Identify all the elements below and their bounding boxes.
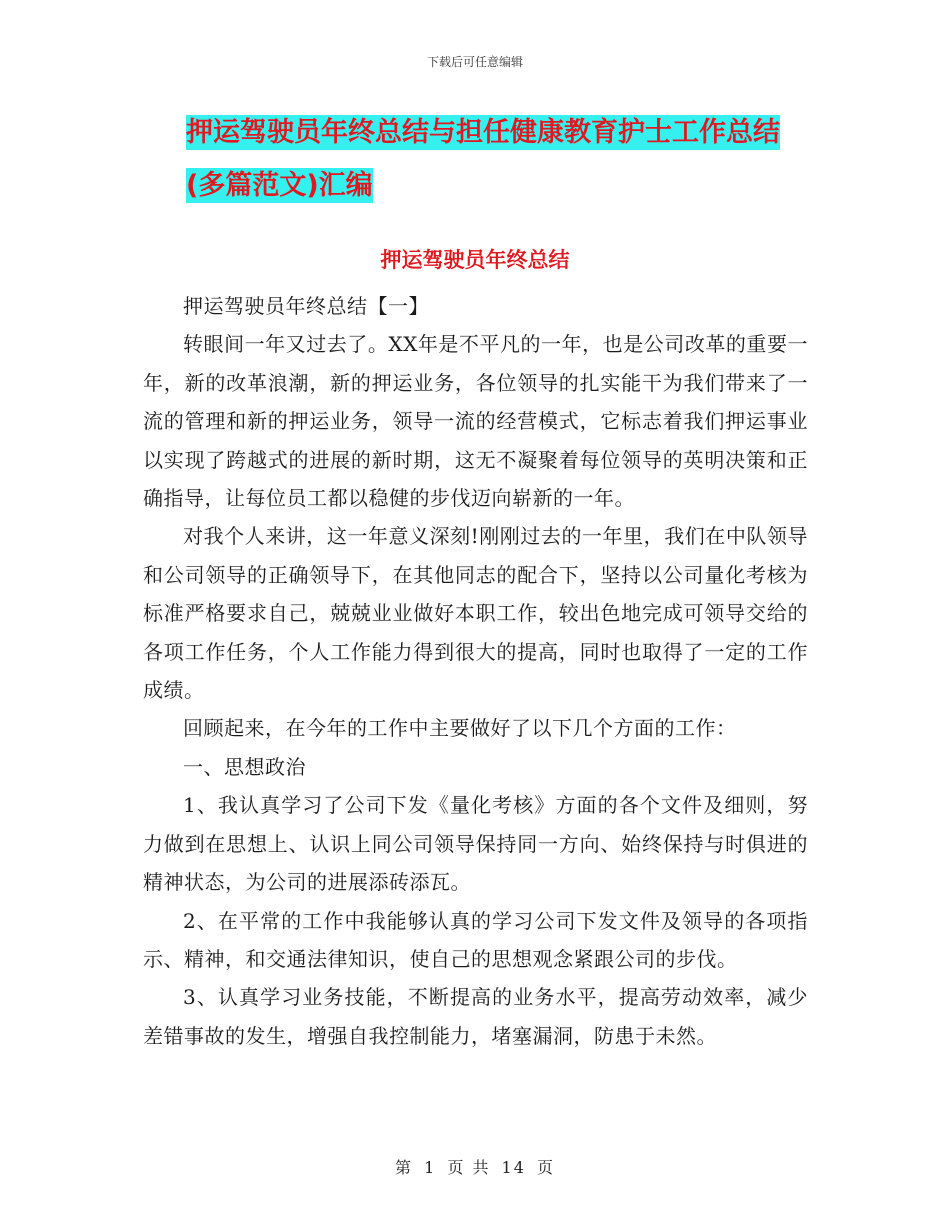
page-prefix: 第 bbox=[394, 1158, 413, 1177]
page-footer bbox=[0, 1155, 950, 1178]
paragraph: 一、思想政治 bbox=[183, 754, 306, 779]
document-title-text: 押运驾驶员年终总结与担任健康教育护士工作总结(多篇范文)汇编 bbox=[186, 117, 780, 201]
paragraph: 对我个人来讲，这一年意义深刻!刚刚过去的一年里，我们在中队领导和公司领导的正确领导下，在其他同志的配合下，坚持以公司量化考核为标准严格要求自己，兢兢业业做好本职工作，较出色地完成可领导交给的各项工作任务，个人工作能力得到很大的提高，同时也取得了一定的工作成绩。 bbox=[143, 524, 808, 703]
page-suffix: 页 bbox=[537, 1158, 556, 1177]
paragraph: 1、我认真学习了公司下发《量化考核》方面的各个文件及细则，努力做到在思想上、认识上同公司领导保持同一方向、始终保持与时俱进的精神状态，为公司的进展添砖添瓦。 bbox=[143, 793, 808, 895]
paragraph: 回顾起来，在今年的工作中主要做好了以下几个方面的工作： bbox=[183, 716, 737, 741]
paragraph: 押运驾驶员年终总结【一】 bbox=[183, 294, 429, 318]
header-note: 下载后可任意编辑 bbox=[426, 55, 523, 69]
document-title bbox=[186, 106, 816, 212]
paragraph: 2、在平常的工作中我能够认真的学习公司下发文件及领导的各项指示、精神，和交通法律知识，使自己的思想观念紧跟公司的步伐。 bbox=[143, 908, 808, 971]
paragraph: 3、认真学习业务技能，不断提高的业务水平，提高劳动效率，减少差错事故的发生，增强自我控制能力，堵塞漏洞，防患于未然。 bbox=[143, 985, 808, 1048]
total-pages: 14 bbox=[501, 1158, 526, 1177]
paragraph: 转眼间一年又过去了。XX年是不平凡的一年，也是公司改革的重要一年，新的改革浪潮，新的押运业务，各位领导的扎实能干为我们带来了一流的管理和新的押运业务，领导一流的经营模式，它标志着我们押运事业以实现了跨越式的进展的新时期，这无不凝聚着每位领导的英明决策和正确指导，让每位员工都以稳健的步伐迈向崭新的一年。 bbox=[143, 332, 808, 511]
page-middle: 页 共 bbox=[447, 1158, 491, 1177]
document-body bbox=[143, 287, 808, 1055]
section-title: 押运驾驶员年终总结 bbox=[380, 248, 570, 272]
page-number: 1 bbox=[424, 1158, 437, 1177]
